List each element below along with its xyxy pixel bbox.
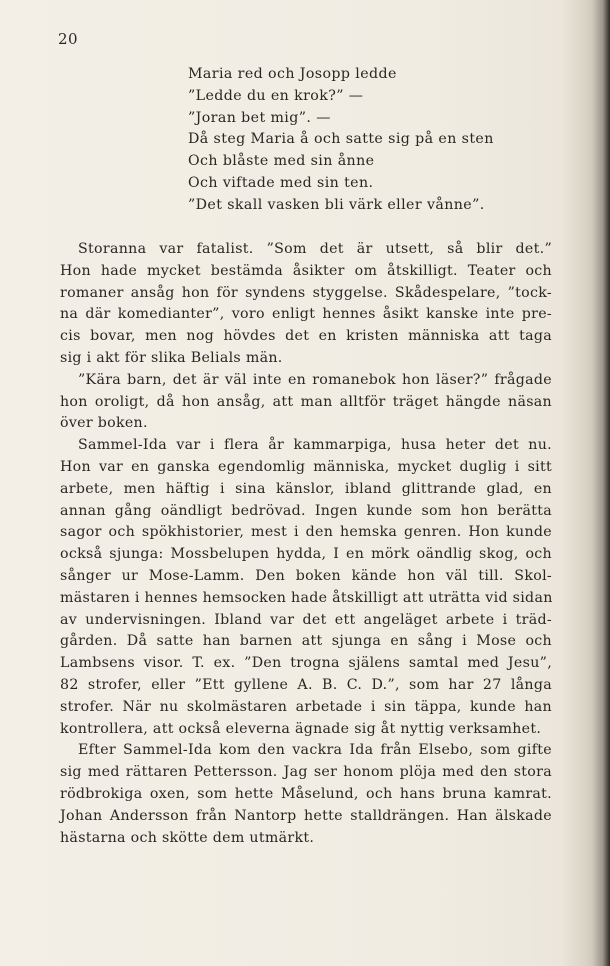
verse-line: Och blåste med sin ånne (188, 153, 375, 170)
prose-line: rödbrokiga oxen, som hette Måselund, och hans bruna kamrat. (60, 785, 552, 802)
verse-line: Och viftade med sin ten. (188, 174, 374, 191)
verse-line: ”Joran bet mig”. — (188, 109, 331, 126)
prose-line: Sammel-Ida var i flera år kammarpiga, husa heter det nu. (78, 437, 552, 454)
prose-line: arbete, men häftig i sina känslor, ibland glittrande glad, en (60, 480, 552, 497)
prose-line: också sjunga: Mossbelupen hydda, I en mörk oändlig skog, och (60, 546, 552, 563)
prose-line: strofer. När nu skolmästaren arbetade i sin täppa, kunde han (60, 698, 552, 715)
prose-line: ”Kära barn, det är väl inte en romanebok hon läser?” frågade (78, 371, 552, 388)
verse-line: Maria red och Josopp ledde (188, 66, 397, 82)
prose-line: över boken. (60, 415, 148, 432)
prose-line: Storanna var fatalist. ”Som det är utsett, så blir det.” (78, 241, 552, 257)
prose-line: na där komedianter”, voro enligt hennes åsikt kanske inte pre- (60, 306, 552, 323)
prose-line: av undervisningen. Ibland var det ett angeläget arbete i träd- (60, 611, 552, 628)
prose-line: mästaren i hennes hemsocken hade åtskilligt att uträtta vid sidan (60, 589, 553, 606)
prose-line: Hon hade mycket bestämda åsikter om åtskilligt. Teater och (60, 262, 552, 279)
page-number: 20 (58, 30, 79, 48)
prose-line: hästarna och skötte dem utmärkt. (60, 829, 315, 846)
prose-line: Johan Andersson från Nantorp hette stalldrängen. Han älskade (60, 807, 552, 824)
verse-block (188, 64, 548, 217)
verse-line: ”Det skall vasken bli värk eller vånne”. (188, 196, 485, 213)
verse-line: ”Ledde du en krok?” — (188, 87, 364, 104)
prose-line: sig med rättaren Pettersson. Jag ser honom plöja med den stora (60, 764, 552, 781)
prose-line: hon oroligt, då hon ansåg, att man alltför träget hängde näsan (60, 393, 552, 410)
prose-line: sig i akt för slika Belials män. (60, 349, 283, 366)
prose-line: cis bovar, men nog hövdes det en kristen människa att taga (60, 328, 552, 345)
prose-line: kontrollera, att också eleverna ägnade sig åt nyttig verksamhet. (60, 720, 542, 737)
prose-line: sånger ur Mose-Lamm. Den boken kände hon väl till. Skol- (60, 567, 552, 584)
prose-line: Hon var en ganska egendomlig människa, mycket duglig i sitt (60, 458, 552, 475)
prose-line: romaner ansåg hon för syndens styggelse. Skådespelare, ”tock- (60, 284, 552, 301)
prose-line: gården. Då satte han barnen att sjunga en sång i Mose och (60, 633, 552, 650)
verse-line: Då steg Maria å och satte sig på en sten (188, 131, 494, 148)
prose-line: sagor och spökhistorier, mest i den hemska genren. Hon kunde (60, 524, 552, 541)
page-gutter-shadow (592, 0, 610, 966)
prose-line: Efter Sammel-Ida kom den vackra Ida från Elsebo, som gifte (78, 742, 552, 759)
prose-block (60, 239, 552, 849)
prose-line: Lambsens visor. T. ex. ”Den trogna själens samtal med Jesu”, (60, 655, 552, 672)
prose-line: annan gång oändligt bedrövad. Ingen kunde som hon berätta (60, 502, 552, 519)
prose-line: 82 strofer, eller ”Ett gyllene A. B. C. D.”, som har 27 långa (60, 676, 552, 693)
